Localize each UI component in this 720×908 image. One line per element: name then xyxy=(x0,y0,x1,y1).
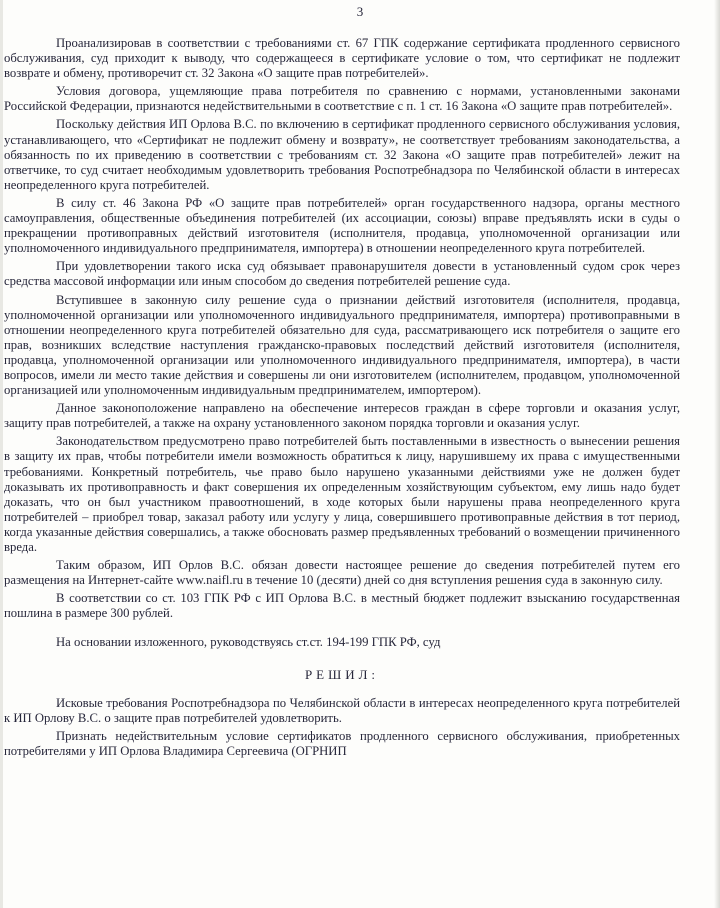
paragraph-state-fee: В соответствии со ст. 103 ГПК РФ с ИП Орлова В.С. в местный бюджет подлежит взысканию государственная пошлина в размере 300 рублей. xyxy=(4,591,680,621)
paragraph-binding-decision: Вступившее в законную силу решение суда о признании действий изготовителя (исполнителя, продавца, уполномоченной организации или уполномоченного индивидуального предпринимателя, импортера) противоправными в отношении неопределенного круга потребителей обязательно для суда, рассматривающего иск потребителя о защите его прав, возникших вследствие наступления гражданско-правовых последствий действий изготовителя (исполнителя, продавца, уполномоченной организации или уполномоченного индивидуального предпринимателя, импортера), в части вопросов, имели ли место такие действия и совершены ли они изготовителем (исполнителем, продавцом, уполномоченной организацией или уполномоченным индивидуальным предпринимателем, импортером). xyxy=(4,292,680,398)
resolution-item-claims: Исковые требования Роспотребнадзора по Челябинской области в интересах неопределенного круга потребителей к ИП Орлову В.С. о защите прав потребителей удовлетворить. xyxy=(4,695,680,725)
page-edge-shadow-right xyxy=(714,0,720,908)
paragraph-article-46: В силу ст. 46 Закона РФ «О защите прав потребителей» орган государственного надзора, органы местного самоуправления, общественные объединения потребителей (их ассоциации, союзы) вправе предъявлять иски в суды о прекращении противоправных действий изготовителя (исполнителя, продавца, уполномоченной организации или уполномоченного индивидуального предпринимателя, импортера) в отношении неопределенного круга потребителей. xyxy=(4,195,680,256)
paragraph-contract-terms: Условия договора, ущемляющие права потребителя по сравнению с нормами, установленными законами Российской Федерации, признаются недействительными в соответствие с п. 1 ст. 16 Закона «О защите прав потребителей». xyxy=(4,84,680,114)
paragraph-legal-basis: На основании изложенного, руководствуясь ст.ст. 194-199 ГПК РФ, суд xyxy=(56,635,441,650)
paragraph-claim-satisfaction: При удовлетворении такого иска суд обязывает правонарушителя довести в установленный судом срок через средства массовой информации или иным способом до сведения потребителей решение суда. xyxy=(4,259,680,289)
paragraph-provision-purpose: Данное законоположение направлено на обеспечение интересов граждан в сфере торговли и оказания услуг, защиту прав потребителей, а также на охрану установленного законом порядка торговли и оказания услуг. xyxy=(4,401,680,431)
paragraph-publication-duty: Таким образом, ИП Орлов В.С. обязан довести настоящее решение до сведения потребителей путем его размещения на Интернет-сайте www.naifl.ru в течение 10 (десяти) дней со дня вступления решения суда в законную силу. xyxy=(4,558,680,588)
paragraph-analysis: Проанализировав в соответствии с требованиями ст. 67 ГПК содержание сертификата продленного сервисного обслуживания, суд приходит к выводу, что содержащееся в сертификате условие о том, что сертификат не подлежит возврате и обмену, противоречит ст. 32 Закона «О защите прав потребителей». xyxy=(4,36,680,81)
page-number: 3 xyxy=(356,4,364,19)
paragraph-consumer-right: Законодательством предусмотрено право потребителей быть поставленными в известность о вынесении решения в защиту их прав, чтобы потребители имели возможность обратиться к лицу, нарушившему их права с имущественными требованиями. Конкретный потребитель, чье право было нарушено указанными действиями уже не должен будет доказывать их противоправность и факт совершения их определенным хозяйствующим субъектом, ему лишь надо будет доказать, что он был участником правоотношений, в ходе которых были нарушены права неопределенного круга потребителей – приобрел товар, заказал работу или услугу у лица, совершившего противоправные действия в тот период, когда указанные действия совершались, а также обосновать размер предъявленных требований о возмещении причиненного вреда. xyxy=(4,434,680,554)
resolution-item-invalidate: Признать недействительным условие сертификатов продленного сервисного обслуживания, приобретенных потребителями у ИП Орлова Владимира Сергеевича (ОГРНИП xyxy=(4,728,680,758)
paragraph-defendant-actions: Поскольку действия ИП Орлова В.С. по включению в сертификат продленного сервисного обслуживания условия, устанавливающего, что «Сертификат не подлежит обмену и возврату», не соответствует требованиям законодательства, а обязанность по их приведению в соответствии с требованиям ст. 32 Закона «О защите прав потребителей» лежит на ответчике, то суд считает необходимым удовлетворить требования Роспотребнадзора по Челябинской области в интересах неопределенного круга потребителей. xyxy=(4,117,680,192)
decision-heading: РЕШИЛ: xyxy=(304,666,380,682)
document-body xyxy=(4,36,680,762)
page-edge-shadow-left xyxy=(0,0,3,908)
